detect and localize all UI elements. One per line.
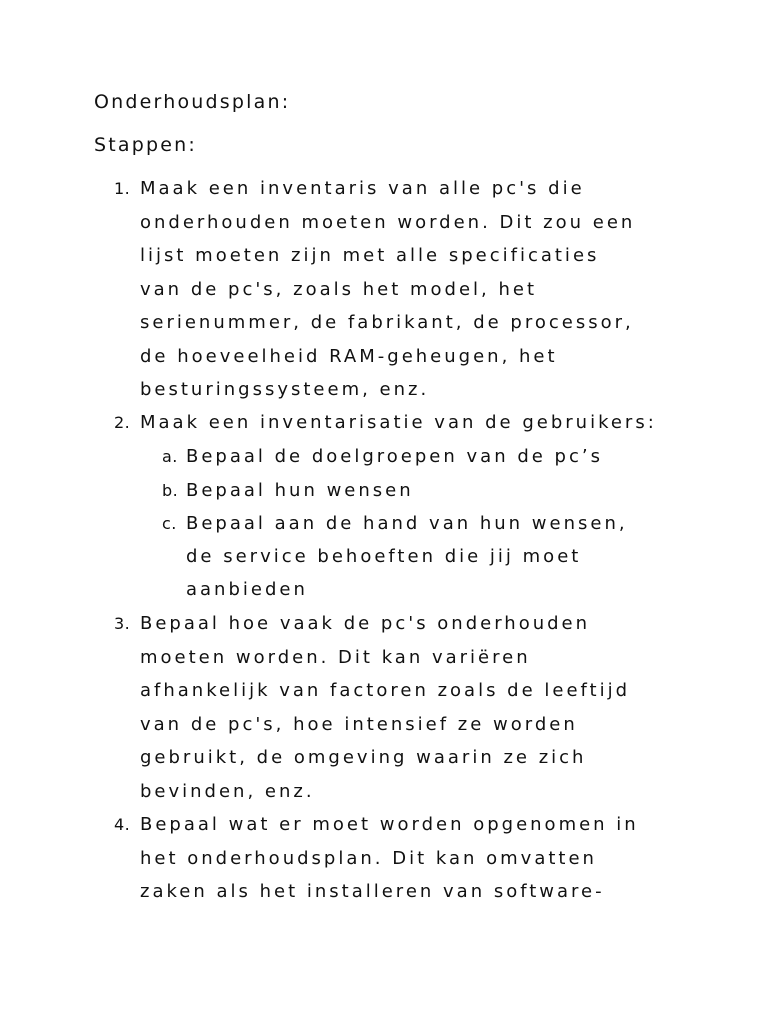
sublist-marker-b: b. xyxy=(162,481,179,500)
list-item-3-line-1: Bepaal hoe vaak de pc's onderhouden xyxy=(140,613,591,634)
list-item-3-line-3: afhankelijk van factoren zoals de leeftijd xyxy=(140,680,631,701)
list-item-4-line-3: zaken als het installeren van software- xyxy=(140,881,605,902)
list-item-1-line-4: van de pc's, zoals het model, het xyxy=(140,279,538,300)
list-marker-3: 3. xyxy=(114,614,131,633)
list-item-1-line-7: besturingssysteem, enz. xyxy=(140,379,430,400)
sublist-marker-c: c. xyxy=(162,514,177,533)
list-item-1-line-6: de hoeveelheid RAM-geheugen, het xyxy=(140,346,558,367)
list-marker-4: 4. xyxy=(114,815,131,834)
list-item-4-line-2: het onderhoudsplan. Dit kan omvatten xyxy=(140,848,597,869)
list-item-2-line-1: Maak een inventarisatie van de gebruikers: xyxy=(140,412,657,433)
section-heading: Stappen: xyxy=(94,134,198,156)
sublist-marker-a: a. xyxy=(162,447,178,466)
list-item-4-line-1: Bepaal wat er moet worden opgenomen in xyxy=(140,814,639,835)
list-item-1-line-5: serienummer, de fabrikant, de processor, xyxy=(140,312,634,333)
list-item-1-line-2: onderhouden moeten worden. Dit zou een xyxy=(140,212,636,233)
sublist-item-c-line-1: Bepaal aan de hand van hun wensen, xyxy=(186,513,628,534)
list-item-3-line-2: moeten worden. Dit kan variëren xyxy=(140,647,531,668)
list-marker-1: 1. xyxy=(114,179,131,198)
sublist-item-c-line-2: de service behoeften die jij moet xyxy=(186,546,582,567)
list-item-3-line-6: bevinden, enz. xyxy=(140,781,315,802)
sublist-item-b-line-1: Bepaal hun wensen xyxy=(186,480,414,501)
sublist-item-a-line-1: Bepaal de doelgroepen van de pc’s xyxy=(186,446,603,467)
list-item-3-line-4: van de pc's, hoe intensief ze worden xyxy=(140,714,578,735)
list-item-1-line-1: Maak een inventaris van alle pc's die xyxy=(140,178,585,199)
sublist-item-c-line-3: aanbieden xyxy=(186,579,308,600)
list-item-1-line-3: lijst moeten zijn met alle specificaties xyxy=(140,245,600,266)
list-item-3-line-5: gebruikt, de omgeving waarin ze zich xyxy=(140,747,587,768)
document-title: Onderhoudsplan: xyxy=(94,91,291,113)
list-marker-2: 2. xyxy=(114,413,131,432)
